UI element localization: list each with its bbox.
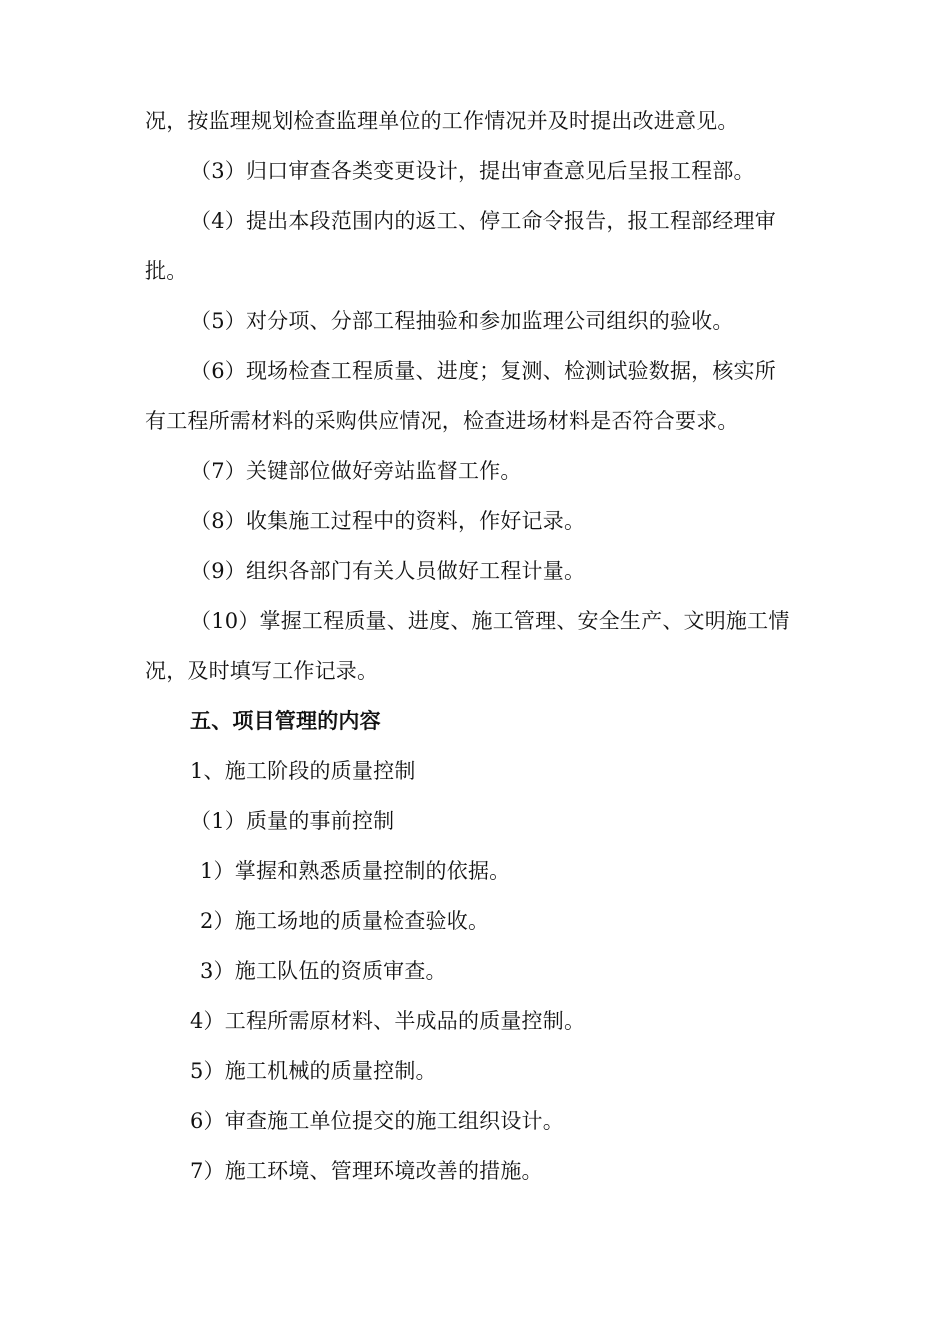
list-item: 7）施工环境、管理环境改善的措施。	[190, 1159, 543, 1183]
list-item: 5）施工机械的质量控制。	[190, 1059, 437, 1083]
paragraph-line: 批。	[145, 259, 188, 283]
paragraph-line: 况，及时填写工作记录。	[145, 659, 379, 683]
list-item: （1）质量的事前控制	[190, 809, 395, 833]
paragraph-line: （3）归口审查各类变更设计，提出审查意见后呈报工程部。	[190, 159, 755, 183]
list-item: 4）工程所需原材料、半成品的质量控制。	[190, 1009, 586, 1033]
paragraph-line: （9）组织各部门有关人员做好工程计量。	[190, 559, 586, 583]
paragraph-line: （6）现场检查工程质量、进度；复测、检测试验数据，核实所	[190, 359, 776, 383]
list-item: 3）施工队伍的资质审查。	[200, 959, 447, 983]
paragraph-line: （4）提出本段范围内的返工、停工命令报告，报工程部经理审	[190, 209, 776, 233]
list-item: 1）掌握和熟悉质量控制的依据。	[200, 859, 511, 883]
paragraph-line: （5）对分项、分部工程抽验和参加监理公司组织的验收。	[190, 309, 734, 333]
list-item: 6）审查施工单位提交的施工组织设计。	[190, 1109, 564, 1133]
subsection-heading: 1、施工阶段的质量控制	[190, 759, 416, 783]
paragraph-line: （7）关键部位做好旁站监督工作。	[190, 459, 522, 483]
list-item: 2）施工场地的质量检查验收。	[200, 909, 490, 933]
paragraph-line: （10）掌握工程质量、进度、施工管理、安全生产、文明施工情	[190, 609, 790, 633]
paragraph-line: 况，按监理规划检查监理单位的工作情况并及时提出改进意见。	[145, 109, 739, 133]
paragraph-line: 有工程所需材料的采购供应情况，检查进场材料是否符合要求。	[145, 409, 739, 433]
section-heading: 五、项目管理的内容	[190, 708, 381, 733]
paragraph-line: （8）收集施工过程中的资料，作好记录。	[190, 509, 586, 533]
